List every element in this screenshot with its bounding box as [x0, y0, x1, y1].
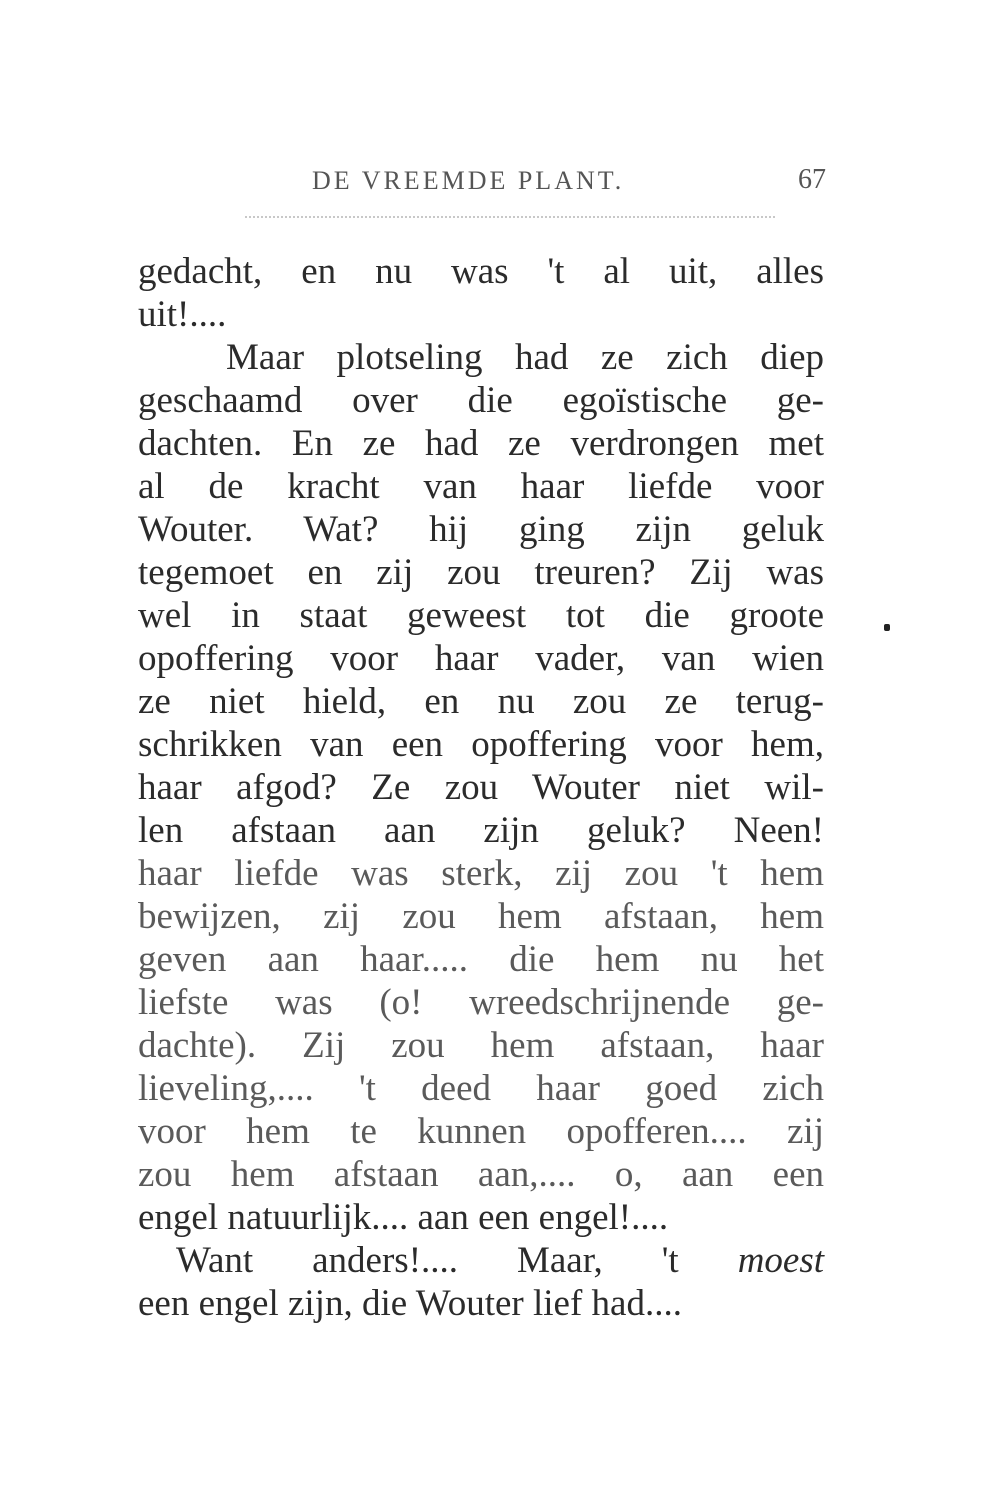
text-line: Maar plotseling had ze zich diep	[226, 337, 824, 378]
text-line: geven aan haar..... die hem nu het	[138, 939, 824, 980]
running-title: DE VREEMDE PLANT.	[312, 166, 625, 195]
text-line: Wouter. Wat? hij ging zijn geluk	[138, 509, 824, 550]
text-line: lieveling,.... 't deed haar goed zich	[138, 1068, 824, 1109]
text-line: liefste was (o! wreedschrijnende ge-	[138, 982, 824, 1023]
page-number: 67	[798, 164, 826, 195]
text-line: haar afgod? Ze zou Wouter niet wil-	[138, 767, 824, 808]
text-line: ze niet hield, en nu zou ze terug-	[138, 681, 824, 722]
text-line: opoffering voor haar vader, van wien	[138, 638, 824, 679]
text-line: al de kracht van haar liefde voor	[138, 466, 824, 507]
text-line: dachte). Zij zou hem afstaan, haar	[138, 1025, 824, 1066]
text-line: dachten. En ze had ze verdrongen met	[138, 423, 824, 464]
text-line-with-italic	[138, 1239, 824, 1282]
header-divider	[245, 216, 775, 218]
text-line: een engel zijn, die Wouter lief had....	[138, 1283, 682, 1324]
text-line: wel in staat geweest tot die groote	[138, 595, 824, 636]
text-line: uit!....	[138, 294, 227, 335]
text-line: schrikken van een opoffering voor hem,	[138, 724, 824, 765]
text-line: tegemoet en zij zou treuren? Zij was	[138, 552, 824, 593]
text-line-start: Want anders!.... Maar, 't	[176, 1240, 679, 1281]
text-line: geschaamd over die egoïstische ge-	[138, 380, 824, 421]
running-head	[140, 162, 830, 202]
body-text	[138, 250, 824, 1325]
text-line: haar liefde was sterk, zij zou 't hem	[138, 853, 824, 894]
text-line: gedacht, en nu was 't al uit, alles	[138, 251, 824, 292]
text-line: zou hem afstaan aan,.... o, aan een	[138, 1154, 824, 1195]
italic-word: moest	[737, 1240, 825, 1281]
text-line: voor hem te kunnen opofferen.... zij	[138, 1111, 824, 1152]
text-line: len afstaan aan zijn geluk? Neen!	[138, 810, 824, 851]
text-line: engel natuurlijk.... aan een engel!....	[138, 1197, 669, 1238]
text-line: bewijzen, zij zou hem afstaan, hem	[138, 896, 824, 937]
margin-speck	[884, 624, 890, 631]
